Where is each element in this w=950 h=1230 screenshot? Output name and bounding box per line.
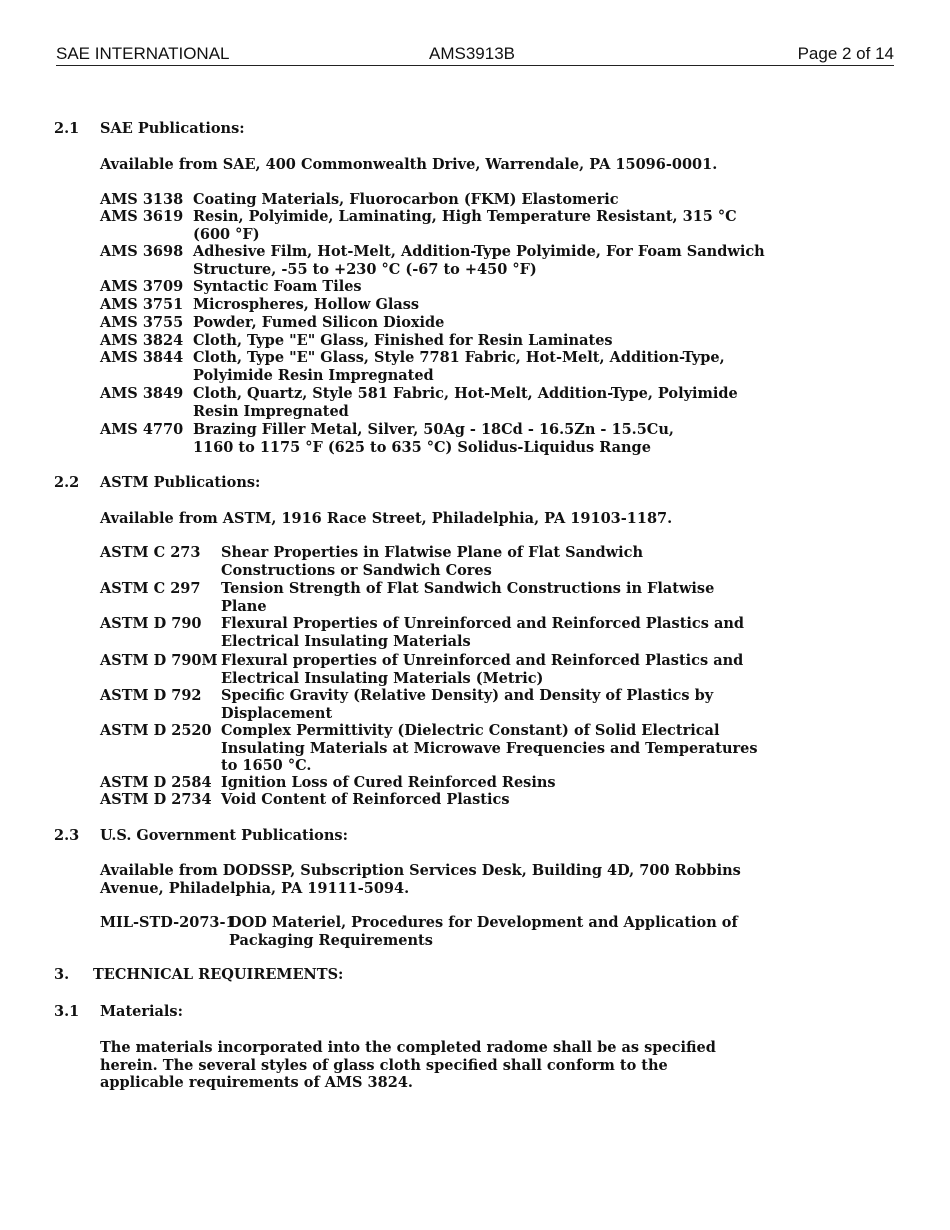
section-title-materials: Materials: bbox=[100, 1003, 183, 1020]
reference-code: AMS 3849 bbox=[100, 385, 184, 402]
reference-title: Shear Properties in Flatwise Plane of Flat Sandwich Constructions or Sandwich Cores bbox=[221, 544, 644, 579]
reference-title: Brazing Filler Metal, Silver, 50Ag - 18Cd - 16.5Zn - 15.5Cu, 1160 to 1175 °F (625 to 635 °C) Solidus-Liquidus Range bbox=[193, 421, 674, 456]
reference-title: Syntactic Foam Tiles bbox=[193, 278, 362, 295]
reference-title: Adhesive Film, Hot-Melt, Addition-Type Polyimide, For Foam Sandwich Structure, -55 to +230 °C (-67 to +450 °F) bbox=[193, 243, 765, 278]
astm-availability: Available from ASTM, 1916 Race Street, Philadelphia, PA 19103-1187. bbox=[100, 510, 673, 527]
section-title-technical-requirements: TECHNICAL REQUIREMENTS: bbox=[93, 966, 344, 983]
section-number: 2.3 bbox=[54, 827, 80, 844]
reference-code: AMS 3709 bbox=[100, 278, 184, 295]
reference-title: Ignition Loss of Cured Reinforced Resins bbox=[221, 774, 556, 791]
reference-title: Flexural Properties of Unreinforced and Reinforced Plastics and Electrical Insulating Materials bbox=[221, 615, 745, 650]
reference-title: Tension Strength of Flat Sandwich Constructions in Flatwise Plane bbox=[221, 580, 715, 615]
reference-title: Cloth, Type "E" Glass, Style 7781 Fabric, Hot-Melt, Addition-Type, Polyimide Resin Impregnated bbox=[193, 349, 725, 384]
header-organization: SAE INTERNATIONAL bbox=[56, 44, 230, 63]
reference-title: Complex Permittivity (Dielectric Constant) of Solid Electrical Insulating Materials at Microwave Frequencies and Temperatures to 1650 °C. bbox=[221, 722, 758, 775]
materials-paragraph: The materials incorporated into the completed radome shall be as specified herein. The several styles of glass cloth specified shall conform to the applicable requirements of AMS 3824. bbox=[100, 1039, 716, 1092]
reference-code: AMS 3824 bbox=[100, 332, 184, 349]
section-number: 3. bbox=[54, 966, 70, 983]
reference-title: Powder, Fumed Silicon Dioxide bbox=[193, 314, 445, 331]
reference-code: ASTM C 273 bbox=[100, 544, 201, 561]
sae-availability: Available from SAE, 400 Commonwealth Drive, Warrendale, PA 15096-0001. bbox=[100, 156, 718, 173]
reference-code: ASTM D 2734 bbox=[100, 791, 212, 808]
reference-title: Cloth, Type "E" Glass, Finished for Resin Laminates bbox=[193, 332, 613, 349]
reference-code: AMS 3619 bbox=[100, 208, 184, 225]
reference-code: MIL-STD-2073-1 bbox=[100, 914, 236, 931]
reference-code: ASTM D 790 bbox=[100, 615, 202, 632]
reference-title: Flexural properties of Unreinforced and Reinforced Plastics and Electrical Insulating Materials (Metric) bbox=[221, 652, 744, 687]
reference-code: AMS 3751 bbox=[100, 296, 184, 313]
government-availability: Available from DODSSP, Subscription Services Desk, Building 4D, 700 Robbins Avenue, Philadelphia, PA 19111-5094. bbox=[100, 862, 741, 897]
reference-code: AMS 3698 bbox=[100, 243, 184, 260]
section-number: 3.1 bbox=[54, 1003, 80, 1020]
reference-title: Cloth, Quartz, Style 581 Fabric, Hot-Melt, Addition-Type, Polyimide Resin Impregnated bbox=[193, 385, 738, 420]
section-title-sae-publications: SAE Publications: bbox=[100, 120, 245, 137]
section-title-astm-publications: ASTM Publications: bbox=[100, 474, 261, 491]
reference-code: AMS 3138 bbox=[100, 191, 184, 208]
reference-title: Void Content of Reinforced Plastics bbox=[221, 791, 510, 808]
section-number: 2.1 bbox=[54, 120, 80, 137]
header-page-number: Page 2 of 14 bbox=[797, 44, 894, 63]
reference-code: ASTM D 790M bbox=[100, 652, 218, 669]
reference-code: ASTM D 2520 bbox=[100, 722, 212, 739]
header-document-id: AMS3913B bbox=[429, 44, 515, 63]
reference-code: AMS 4770 bbox=[100, 421, 184, 438]
section-title-government-publications: U.S. Government Publications: bbox=[100, 827, 348, 844]
section-number: 2.2 bbox=[54, 474, 80, 491]
reference-code: AMS 3755 bbox=[100, 314, 184, 331]
reference-title: Microspheres, Hollow Glass bbox=[193, 296, 420, 313]
reference-code: ASTM D 2584 bbox=[100, 774, 212, 791]
reference-title: Specific Gravity (Relative Density) and Density of Plastics by Displacement bbox=[221, 687, 714, 722]
page-header bbox=[56, 44, 894, 66]
reference-code: AMS 3844 bbox=[100, 349, 184, 366]
reference-code: ASTM C 297 bbox=[100, 580, 201, 597]
reference-code: ASTM D 792 bbox=[100, 687, 202, 704]
reference-title: Resin, Polyimide, Laminating, High Temperature Resistant, 315 °C (600 °F) bbox=[193, 208, 737, 243]
reference-title: Coating Materials, Fluorocarbon (FKM) Elastomeric bbox=[193, 191, 619, 208]
reference-title: DOD Materiel, Procedures for Development and Application of Packaging Requirements bbox=[229, 914, 738, 949]
